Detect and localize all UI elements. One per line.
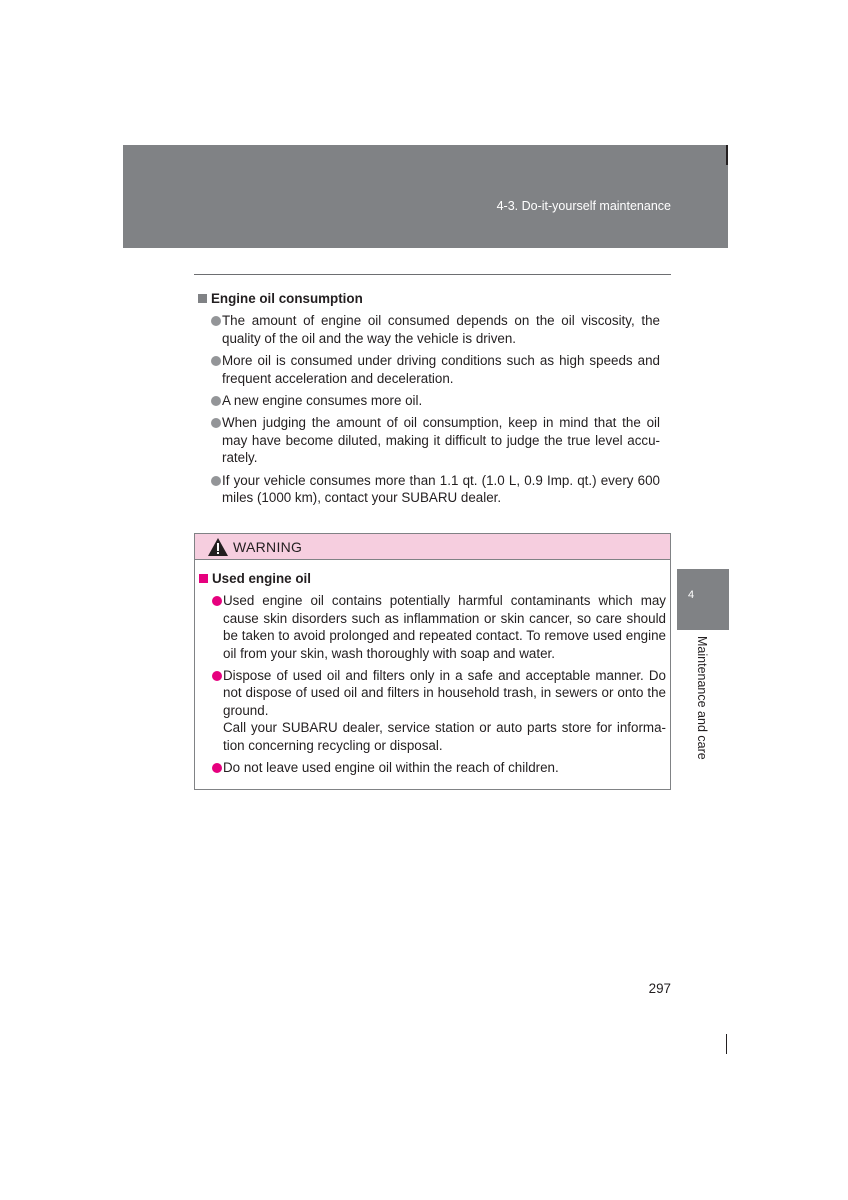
list-item — [198, 414, 660, 466]
bullet-icon — [211, 316, 221, 326]
list-item-text: Dispose of used oil and filters only in a safe and acceptable manner. Do not dispose of used oil and filters in household trash, in sewers or onto the ground. — [223, 668, 666, 718]
header-band — [123, 145, 728, 248]
warning-body — [195, 560, 670, 776]
bullet-icon — [212, 671, 222, 681]
warning-label: WARNING — [233, 538, 303, 555]
heading-text: Engine oil consumption — [211, 291, 363, 306]
list-item — [198, 392, 660, 409]
engine-oil-consumption-section — [198, 290, 660, 511]
bullet-icon — [211, 418, 221, 428]
list-item — [199, 592, 666, 662]
page-number: 297 — [648, 981, 671, 996]
divider — [194, 274, 671, 275]
list-item-text: Used engine oil contains potentially harmful contaminants which may cause skin disorders such as inflammation or skin cancer, so care should be taken to avoid prolonged and repeated contact. To remove used engine oil from your skin, wash thoroughly with soap and water. — [223, 593, 666, 661]
list-item-text: A new engine consumes more oil. — [222, 393, 423, 409]
square-bullet-icon — [199, 574, 208, 583]
bullet-icon — [212, 763, 222, 773]
chapter-number: 4 — [688, 589, 695, 601]
list-item-text: Call your SUBARU dealer, service station or auto parts store for informa-tion concerning recycling or disposal. — [223, 720, 666, 753]
square-bullet-icon — [198, 294, 207, 303]
heading-text: Used engine oil — [212, 571, 311, 586]
section-heading — [198, 290, 660, 307]
crop-mark — [726, 145, 728, 165]
warning-triangle-icon — [207, 537, 229, 557]
bullet-icon — [211, 356, 221, 366]
warning-header — [195, 534, 670, 560]
list-item — [198, 312, 660, 347]
bullet-icon — [212, 596, 222, 606]
list-item — [198, 352, 660, 387]
list-item — [199, 759, 666, 776]
chapter-label: Maintenance and care — [695, 636, 709, 760]
warning-heading — [199, 570, 666, 587]
warning-box — [194, 533, 671, 790]
crop-mark — [726, 1034, 727, 1054]
list-item-text: If your vehicle consumes more than 1.1 qt. (1.0 L, 0.9 Imp. qt.) every 600 miles (1000 km), contact your SUBARU dealer. — [222, 472, 660, 506]
list-item-text: The amount of engine oil consumed depends on the oil viscosity, the quality of the oil and the way the vehicle is driven. — [222, 313, 660, 346]
list-item — [199, 667, 666, 754]
list-item-text: Do not leave used engine oil within the reach of children. — [223, 760, 559, 776]
chapter-tab — [677, 569, 729, 630]
bullet-icon — [211, 396, 221, 406]
list-item-text: When judging the amount of oil consumption, keep in mind that the oil may have become diluted, making it difficult to judge the true level accu-rately. — [222, 415, 660, 466]
bullet-icon — [211, 476, 221, 486]
section-title: 4-3. Do-it-yourself maintenance — [496, 199, 671, 213]
list-item — [198, 472, 660, 507]
list-item-text: More oil is consumed under driving conditions such as high speeds and frequent acceleration and deceleration. — [222, 353, 660, 386]
